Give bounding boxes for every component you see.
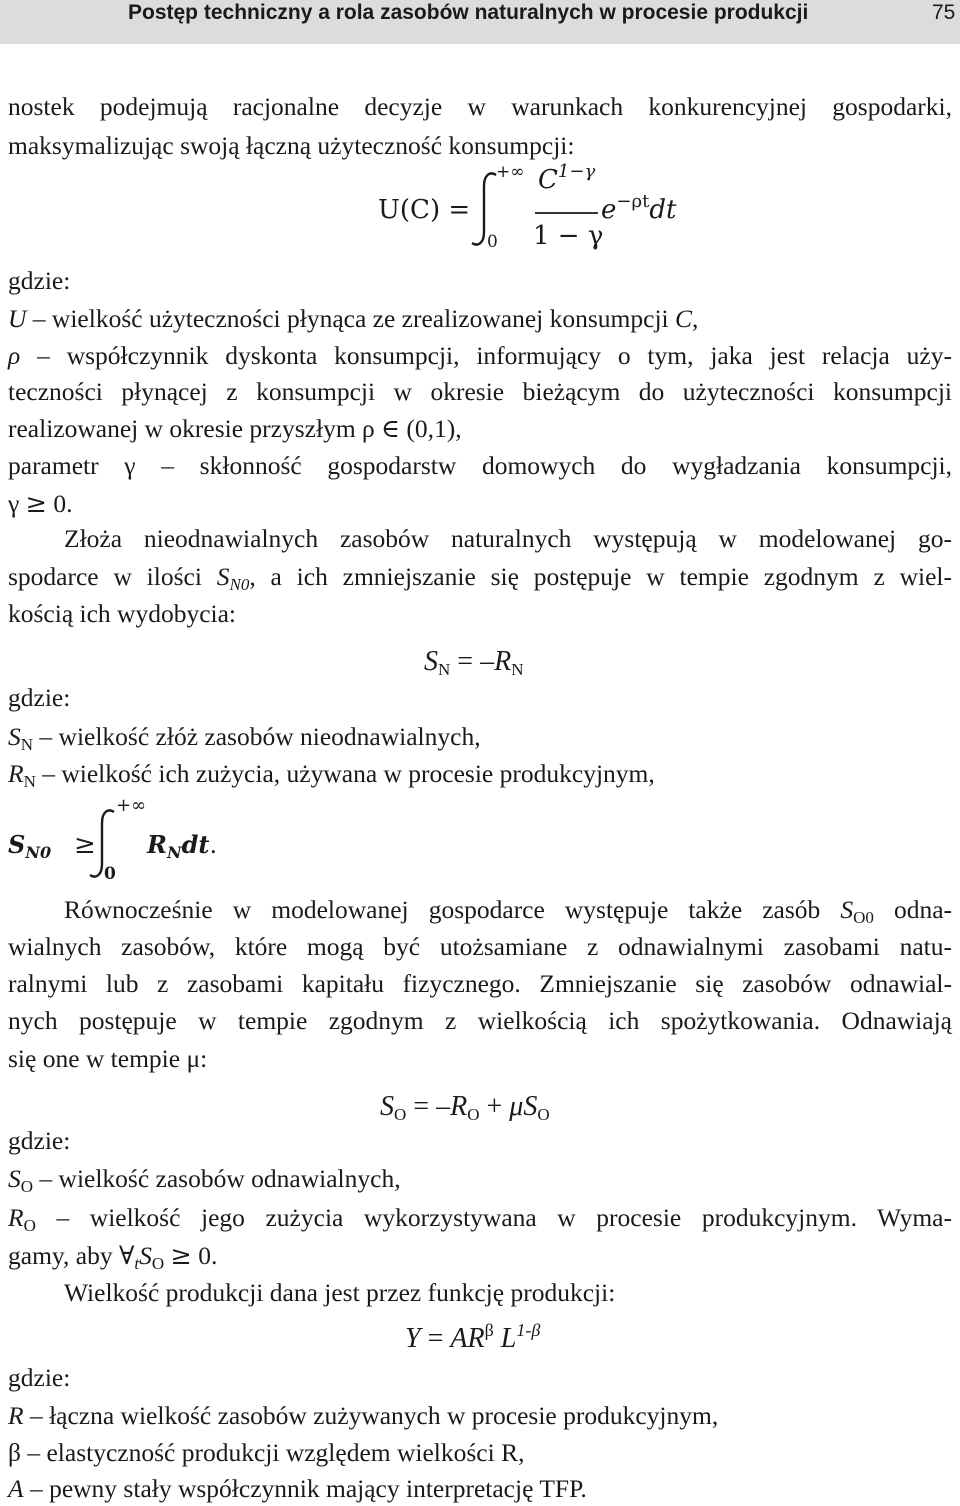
eq3-lower-limit: 0 bbox=[104, 864, 116, 884]
sym-geq: ≥ bbox=[170, 1241, 192, 1271]
text-span: – wielkość zasobów odnawialnych, bbox=[33, 1164, 401, 1193]
text-span: gdzie: bbox=[8, 1363, 71, 1392]
sup-exp: 1-β bbox=[516, 1320, 541, 1340]
text-span: , a ich zmniejszanie się postępuje w tempie zgodnym z wiel- bbox=[249, 562, 952, 591]
text-span: spodarce w ilości bbox=[8, 562, 217, 591]
sym-s: S bbox=[8, 722, 21, 751]
text-span: nych postępuje w tempie zgodnym z wielkością ich spożytkowania. Odnawiają bbox=[8, 1006, 952, 1035]
eq1-upper-limit: +∞ bbox=[496, 162, 525, 182]
sym-dot: . bbox=[209, 831, 218, 859]
sym-mu: μ bbox=[509, 1091, 524, 1122]
sub-o: O bbox=[467, 1105, 480, 1124]
text-span: – wielkość ich zużycia, używana w procesie produkcyjnym, bbox=[35, 759, 655, 788]
page-number: 75 bbox=[932, 1, 956, 24]
text-span: – wielkość użyteczności płynąca ze zrealizowanej konsumpcji bbox=[26, 304, 675, 333]
text-span: (0,1), bbox=[400, 414, 462, 443]
text-span: 0. bbox=[191, 1241, 218, 1270]
sym-rho-t: ρt bbox=[631, 191, 650, 212]
sub-o: O bbox=[151, 1254, 165, 1273]
sym-rho: ρ bbox=[362, 414, 375, 443]
sym-r: R bbox=[8, 1401, 24, 1430]
sym-e: e bbox=[601, 195, 617, 225]
sub-n0: N0 bbox=[229, 575, 250, 594]
sym-gamma: γ bbox=[8, 489, 20, 518]
sym-eq: = bbox=[413, 1091, 430, 1122]
sub-n: N bbox=[20, 735, 34, 754]
sym-r: R bbox=[8, 1203, 24, 1232]
sym-r: R bbox=[147, 830, 167, 859]
text-span: realizowanej w okresie przyszłym bbox=[8, 414, 363, 443]
sym-elem: ∈ bbox=[381, 414, 401, 444]
sub-o: O bbox=[394, 1105, 407, 1124]
sym-dt: dt bbox=[649, 195, 677, 225]
sub-o0: O0 bbox=[853, 908, 874, 927]
eq1-denominator: 1 − γ bbox=[533, 221, 604, 251]
text-span: 0. bbox=[47, 489, 73, 518]
sym-s: S bbox=[216, 562, 230, 591]
sup-beta: β bbox=[484, 1320, 494, 1340]
sym-s: S bbox=[523, 1091, 538, 1122]
sym-plus: + bbox=[486, 1091, 503, 1122]
header-title: Postęp techniczny a rola zasobów naturalnych w procesie produkcji bbox=[128, 1, 809, 24]
sym-y: Y bbox=[405, 1323, 421, 1354]
text-span: – łączna wielkość zasobów zużywanych w procesie produkcyjnym, bbox=[23, 1401, 719, 1430]
text-span: teczności płynącej z konsumpcji w okresie bieżącym do użyteczności konsumpcji bbox=[8, 377, 952, 406]
eq3-geq: ≥ bbox=[74, 830, 96, 860]
text-span: – skłonność gospodarstw domowych do wygładzania konsumpcji, bbox=[135, 451, 953, 480]
eq3-upper-limit: +∞ bbox=[116, 795, 147, 816]
sym-geq: ≥ bbox=[25, 489, 48, 519]
text-span: maksymalizując swoją łączną użyteczność konsumpcji: bbox=[8, 131, 575, 160]
text-span: kością ich wydobycia: bbox=[8, 599, 237, 628]
sym-ar: AR bbox=[450, 1323, 485, 1354]
integral-sign-2 bbox=[90, 810, 114, 876]
sym-c: C bbox=[675, 304, 693, 333]
text-span: ralnymi lub z zasobami kapitału fizycznego. Zmniejszanie się zasobów odnawial- bbox=[8, 969, 952, 998]
sym-beta: β bbox=[8, 1438, 21, 1467]
eq1-lower-limit: 0 bbox=[487, 232, 498, 252]
text-span: odna- bbox=[873, 895, 953, 924]
text-span: gdzie: bbox=[8, 266, 71, 295]
text-span: – wielkość jego zużycia wykorzystywana w procesie produkcyjnym. Wyma- bbox=[35, 1203, 952, 1232]
text-span: Złoża nieodnawialnych zasobów naturalnych występują w modelowanej go- bbox=[64, 524, 952, 553]
sym-l: L bbox=[500, 1323, 517, 1354]
sub-o: O bbox=[20, 1177, 34, 1196]
sym-s: S bbox=[139, 1241, 152, 1270]
sym-minus: − bbox=[616, 191, 632, 212]
text-span: nostek podejmują racjonalne decyzje w warunkach konkurencyjnej gospodarki, bbox=[8, 92, 952, 121]
text-span: , bbox=[692, 304, 699, 333]
sym-s: S bbox=[424, 646, 438, 677]
text-span: gdzie: bbox=[8, 683, 71, 712]
text-span: – pewny stały współczynnik mający interpretację TFP. bbox=[23, 1474, 587, 1503]
text-span: – współczynnik dyskonta konsumpcji, informujący o tym, jaka jest relacja uży- bbox=[20, 341, 952, 370]
sub-n: N bbox=[166, 843, 182, 862]
sym-s: S bbox=[380, 1091, 394, 1122]
sub-o: O bbox=[537, 1105, 550, 1124]
sym-s: S bbox=[840, 895, 854, 924]
sym-c: C bbox=[538, 165, 558, 195]
text-span: się one w tempie μ: bbox=[8, 1044, 208, 1073]
sym-dt: dt bbox=[181, 830, 210, 859]
sym-r: R bbox=[494, 646, 512, 677]
sub-n0: N0 bbox=[25, 843, 52, 862]
text-span: gamy, aby bbox=[8, 1241, 119, 1270]
sym-minus: – bbox=[480, 646, 495, 677]
text-span: – wielkość złóż zasobów nieodnawialnych, bbox=[33, 722, 481, 751]
sup-exp: 1−γ bbox=[557, 161, 596, 182]
sym-u: U bbox=[8, 304, 27, 333]
sym-forall: ∀ bbox=[118, 1241, 135, 1271]
sym-rho: ρ bbox=[8, 341, 21, 370]
text-span: Wielkość produkcji dana jest przez funkcję produkcji: bbox=[64, 1278, 616, 1307]
eq1-lhs: U(C) = bbox=[378, 195, 471, 225]
text-span: Równocześnie w modelowanej gospodarce występuje także zasób bbox=[64, 895, 841, 924]
sym-eq: = bbox=[427, 1323, 444, 1354]
text-span: gdzie: bbox=[8, 1126, 71, 1155]
sym-s: S bbox=[8, 1164, 21, 1193]
sub-n: N bbox=[23, 772, 36, 791]
sub-n: N bbox=[438, 660, 451, 679]
sym-gamma: γ bbox=[124, 451, 136, 480]
sym-minus: – bbox=[436, 1091, 451, 1122]
sub-o: O bbox=[23, 1216, 36, 1235]
sym-eq: = bbox=[457, 646, 474, 677]
text-span: wialnych zasobów, które mogą być utożsamiane z odnawialnymi zasobami natu- bbox=[8, 932, 952, 961]
integral-sign-1 bbox=[472, 173, 496, 244]
text-span: – elastyczność produkcji względem wielkości R, bbox=[20, 1438, 525, 1467]
sym-s: S bbox=[8, 830, 26, 859]
sym-a: A bbox=[8, 1474, 24, 1503]
sym-r: R bbox=[450, 1091, 468, 1122]
sub-n: N bbox=[511, 660, 524, 679]
sym-r: R bbox=[8, 759, 24, 788]
text-span: parametr bbox=[8, 451, 125, 480]
sub-t: t bbox=[134, 1254, 140, 1273]
